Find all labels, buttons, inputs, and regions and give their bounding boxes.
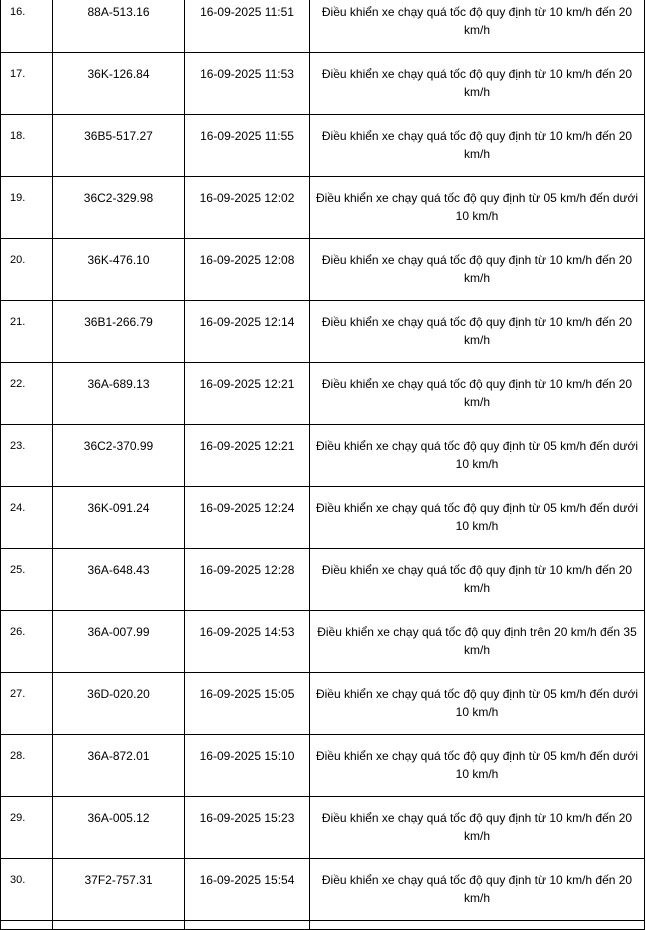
violation-description: Điều khiển xe chạy quá tốc độ quy định từ 05 km/h đến dưới 10 km/h [310,425,645,487]
row-number: 26. [1,611,53,673]
violation-time: 16-09-2025 12:14 [185,301,310,363]
violation-description: Điều khiển xe chạy quá tốc độ quy định từ 10 km/h đến 20 km/h [310,363,645,425]
violation-time: 16-09-2025 15:54 [185,859,310,921]
row-number: 16. [1,0,53,53]
table-row [1,301,645,363]
violation-time: 16-09-2025 11:53 [185,53,310,115]
license-plate: 36D-020.20 [53,673,185,735]
row-number: 18. [1,115,53,177]
violation-time: 16-09-2025 11:55 [185,115,310,177]
table-row [1,115,645,177]
row-number: 30. [1,859,53,921]
license-plate: 36K-091.24 [53,487,185,549]
license-plate: 36K-476.10 [53,239,185,301]
license-plate: 36B1-266.79 [53,301,185,363]
row-number: 24. [1,487,53,549]
violation-description: Điều khiển xe chạy quá tốc độ quy định từ 10 km/h đến 20 km/h [310,549,645,611]
table-row [1,239,645,301]
empty-cell [185,921,310,930]
table-row [1,363,645,425]
empty-cell [53,921,185,930]
row-number: 27. [1,673,53,735]
violation-description: Điều khiển xe chạy quá tốc độ quy định từ 10 km/h đến 20 km/h [310,115,645,177]
violation-time: 16-09-2025 12:08 [185,239,310,301]
table-row [1,673,645,735]
table-row [1,487,645,549]
violation-time: 16-09-2025 15:10 [185,735,310,797]
license-plate: 36C2-329.98 [53,177,185,239]
violation-time: 16-09-2025 12:21 [185,363,310,425]
table-row [1,425,645,487]
violation-time: 16-09-2025 15:23 [185,797,310,859]
license-plate: 88A-513.16 [53,0,185,53]
violation-description: Điều khiển xe chạy quá tốc độ quy định từ 10 km/h đến 20 km/h [310,0,645,53]
row-number: 22. [1,363,53,425]
license-plate: 37F2-757.31 [53,859,185,921]
violation-time: 16-09-2025 12:24 [185,487,310,549]
table-row [1,797,645,859]
violation-time: 16-09-2025 11:51 [185,0,310,53]
table-row [1,611,645,673]
table-row [1,177,645,239]
violation-description: Điều khiển xe chạy quá tốc độ quy định từ 05 km/h đến dưới 10 km/h [310,177,645,239]
license-plate: 36A-005.12 [53,797,185,859]
license-plate: 36A-872.01 [53,735,185,797]
violation-description: Điều khiển xe chạy quá tốc độ quy định từ 10 km/h đến 20 km/h [310,53,645,115]
row-number: 29. [1,797,53,859]
violation-description: Điều khiển xe chạy quá tốc độ quy định từ 05 km/h đến dưới 10 km/h [310,735,645,797]
violation-description: Điều khiển xe chạy quá tốc độ quy định từ 10 km/h đến 20 km/h [310,797,645,859]
violation-time: 16-09-2025 15:05 [185,673,310,735]
license-plate: 36B5-517.27 [53,115,185,177]
row-number: 25. [1,549,53,611]
violation-description: Điều khiển xe chạy quá tốc độ quy định từ 10 km/h đến 20 km/h [310,239,645,301]
row-number: 23. [1,425,53,487]
table-row [1,53,645,115]
table-row [1,549,645,611]
row-number: 17. [1,53,53,115]
violation-description: Điều khiển xe chạy quá tốc độ quy định từ 05 km/h đến dưới 10 km/h [310,673,645,735]
violation-description: Điều khiển xe chạy quá tốc độ quy định từ 05 km/h đến dưới 10 km/h [310,487,645,549]
violation-description: Điều khiển xe chạy quá tốc độ quy định từ 10 km/h đến 20 km/h [310,859,645,921]
table-row-partial [1,921,645,930]
table-row [1,735,645,797]
license-plate: 36K-126.84 [53,53,185,115]
license-plate: 36A-648.43 [53,549,185,611]
license-plate: 36A-689.13 [53,363,185,425]
row-number: 20. [1,239,53,301]
violations-table-body [1,0,645,930]
license-plate: 36C2-370.99 [53,425,185,487]
row-number: 28. [1,735,53,797]
violation-time: 16-09-2025 12:21 [185,425,310,487]
violation-time: 16-09-2025 12:28 [185,549,310,611]
empty-cell [1,921,53,930]
violation-time: 16-09-2025 12:02 [185,177,310,239]
table-row [1,0,645,53]
row-number: 19. [1,177,53,239]
table-row [1,859,645,921]
violation-description: Điều khiển xe chạy quá tốc độ quy định từ 10 km/h đến 20 km/h [310,301,645,363]
license-plate: 36A-007.99 [53,611,185,673]
row-number: 21. [1,301,53,363]
empty-cell [310,921,645,930]
violation-description: Điều khiển xe chạy quá tốc độ quy định trên 20 km/h đến 35 km/h [310,611,645,673]
violation-time: 16-09-2025 14:53 [185,611,310,673]
